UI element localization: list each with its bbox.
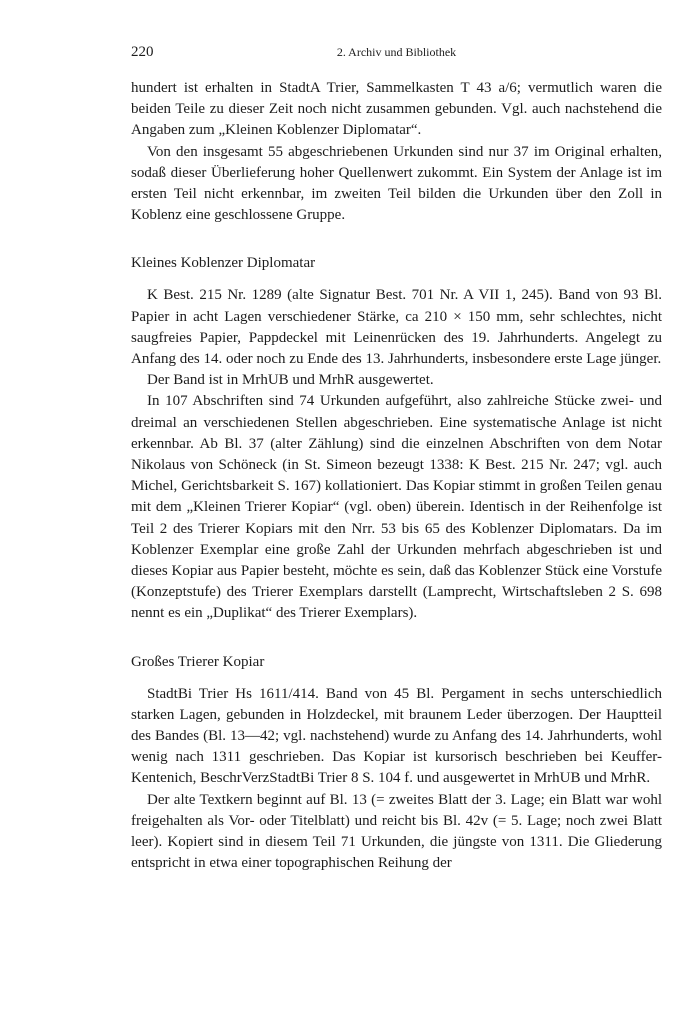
intro-paragraph-1: hundert ist erhalten in StadtA Trier, Sammelkasten T 43 a/6; vermutlich waren die beiden Teile zu dieser Zeit noch nicht zusammen gebunden. Vgl. auch nachstehend die Angaben zum „Kleinen Koblenzer Diplomatar“. bbox=[131, 80, 662, 139]
section-heading: Kleines Koblenzer Diplomatar bbox=[131, 255, 316, 272]
body-paragraph: Der Band ist in MrhUB und MrhR ausgewertet. bbox=[147, 372, 434, 389]
intro-paragraph-2: Von den insgesamt 55 abgeschriebenen Urkunden sind nur 37 im Original erhalten, sodaß dieser Überlieferung hoher Quellenwert zukommt. Ein System der Anlage ist im ersten Teil nicht erkennbar, im zweiten Teil bilden die Urkunden über den Zoll in Koblenz eine geschlossene Gruppe. bbox=[131, 143, 662, 224]
body-paragraph: K Best. 215 Nr. 1289 (alte Signatur Best. 701 Nr. A VII 1, 245). Band von 93 Bl. Papier in acht Lagen verschiedener Stärke, ca 210 × 150 mm, sehr schlechtes, nicht saugfreies Papier, Pappdeckel mit Leinenrücken des 19. Jahrhunderts. Angelegt zu Anfang des 14. oder noch zu Ende des 13. Jahrhunderts, insbesondere erste Lage jünger. bbox=[131, 287, 662, 368]
section-kleines-koblenzer-diplomatar bbox=[131, 253, 662, 624]
running-head bbox=[131, 40, 662, 64]
intro-block bbox=[131, 78, 662, 226]
section-grosses-trierer-kopiar bbox=[131, 652, 662, 875]
body-paragraph: In 107 Abschriften sind 74 Urkunden aufgeführt, also zahlreiche Stücke zwei- und dreimal an verschiedenen Stellen abgeschrieben. Eine systematische Anlage ist nicht erkennbar. Ab Bl. 37 (alter Zählung) sind die einzelnen Abschriften von dem Notar Nikolaus von Schöneck (in St. Simeon bezeugt 1338: K Best. 215 Nr. 247; vgl. auch Michel, Gerichtsbarkeit S. 167) kollationiert. Das Kopiar stimmt in großen Teilen genau mit dem „Kleinen Trierer Kopiar“ (vgl. oben) überein. Identisch in der Reihenfolge ist Teil 2 des Trierer Kopiars mit den Nrr. 53 bis 65 des Koblenzer Diplomatars. Da im Koblenzer Exemplar eine große Zahl der Urkunden mehrfach abgeschrieben ist und dieses Kopiar aus Papier besteht, möchte es sein, daß das Koblenzer Stück eine Vorstufe (Konzeptstufe) des Trierer Exemplars darstellt (Lamprecht, Wirtschaftsleben 2 S. 698 nennt es ein „Duplikat“ des Trierer Exemplars). bbox=[131, 393, 662, 622]
page-body bbox=[131, 40, 662, 875]
page-number: 220 bbox=[131, 44, 154, 60]
body-paragraph: Der alte Textkern beginnt auf Bl. 13 (= zweites Blatt der 3. Lage; ein Blatt war wohl freigehalten als Vor- oder Titelblatt) und reicht bis Bl. 42v (= 5. Lage; noch zwei Blatt leer). Kopiert sind in diesem Teil 71 Urkunden, die jüngste von 1311. Die Gliederung entspricht in etwa einer topographischen Reihung der bbox=[131, 791, 662, 872]
running-title: 2. Archiv und Bibliothek bbox=[336, 45, 457, 59]
body-paragraph: StadtBi Trier Hs 1611/414. Band von 45 Bl. Pergament in sechs unterschiedlich starken Lagen, gebunden in Holzdeckel, mit braunem Leder überzogen. Der Hauptteil des Bandes (Bl. 13—42; vgl. nachstehend) wurde zu Anfang des 14. Jahrhunderts, wohl wenig nach 1311 geschrieben. Das Kopiar ist kursorisch beschrieben bei Keuffer-Kentenich, BeschrVerzStadtBi Trier 8 S. 104 f. und ausgewertet in MrhUB und MrhR. bbox=[131, 685, 662, 787]
section-heading: Großes Trierer Kopiar bbox=[131, 653, 265, 670]
